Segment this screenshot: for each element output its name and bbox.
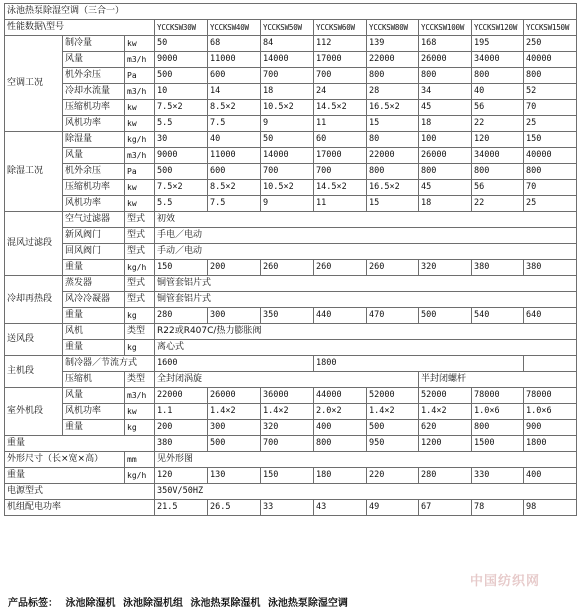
value-cell: 22 (472, 196, 524, 212)
item-label: 压缩机功率 (63, 100, 125, 116)
value-cell: 150 (524, 132, 577, 148)
value-cell: 34000 (472, 148, 524, 164)
value-cell: 2.0×2 (314, 404, 367, 420)
value-cell: 380 (155, 436, 208, 452)
tag-link[interactable]: 泳池除湿机组 (122, 598, 183, 609)
table-row (5, 36, 577, 52)
table-row (5, 148, 577, 164)
value-cell: 950 (367, 436, 419, 452)
value-cell: 195 (472, 36, 524, 52)
table-row (5, 452, 577, 468)
value-cell: 130 (208, 468, 261, 484)
value-cell: 260 (367, 260, 419, 276)
value-cell: 500 (155, 164, 208, 180)
value-cell: 620 (419, 420, 472, 436)
value-cell: 800 (419, 164, 472, 180)
value-cell: 56 (472, 100, 524, 116)
value-cell: 1.0×6 (472, 404, 524, 420)
group-label-ac: 空调工况 (5, 36, 63, 132)
title-row (5, 4, 577, 20)
item-label: 风机功率 (63, 404, 125, 420)
table-row (5, 260, 577, 276)
value-cell: 52 (524, 84, 577, 100)
value-cell: 800 (524, 164, 577, 180)
value-cell: 700 (261, 164, 314, 180)
table-row (5, 244, 577, 260)
value-cell: 180 (314, 468, 367, 484)
value-cell: 56 (472, 180, 524, 196)
value-cell: 1800 (524, 436, 577, 452)
value-cell: 78000 (524, 388, 577, 404)
spanned-value: 初效 (155, 212, 577, 228)
table-row (5, 100, 577, 116)
value-cell: 600 (208, 164, 261, 180)
value-cell: 78 (472, 500, 524, 516)
value-cell: 17000 (314, 52, 367, 68)
value-cell: 40 (208, 132, 261, 148)
value-cell: 1.0×6 (524, 404, 577, 420)
item-label: 风机功率 (63, 116, 125, 132)
value-cell: 33 (261, 500, 314, 516)
value-cell: 67 (419, 500, 472, 516)
unit-cell: kg (125, 308, 155, 324)
item-label: 风机 (63, 324, 125, 340)
value-cell: 220 (367, 468, 419, 484)
item-label: 压缩机功率 (63, 180, 125, 196)
value-cell: 200 (155, 420, 208, 436)
value-cell: 320 (419, 260, 472, 276)
value-cell: 280 (419, 468, 472, 484)
value-cell: 350 (261, 308, 314, 324)
spanned-value: 离心式 (155, 340, 577, 356)
unit-cell: m3/h (125, 388, 155, 404)
table-row (5, 420, 577, 436)
value-cell (524, 356, 577, 372)
item-label: 重量 (5, 468, 125, 484)
spanned-value: 350V/50HZ (155, 484, 577, 500)
value-cell: 25 (524, 116, 577, 132)
value-cell: 30 (155, 132, 208, 148)
value-cell: 26000 (419, 148, 472, 164)
value-cell: 120 (155, 468, 208, 484)
item-label: 重量 (5, 436, 155, 452)
site-watermark: 中国纺织网 (470, 574, 541, 589)
header-row (5, 20, 577, 36)
value-cell: 800 (472, 68, 524, 84)
unit-cell: 型式 (125, 228, 155, 244)
value-cell: 400 (314, 420, 367, 436)
value-cell: 440 (314, 308, 367, 324)
value-cell: 10 (155, 84, 208, 100)
unit-cell: kw (125, 36, 155, 52)
value-cell: 28 (367, 84, 419, 100)
value-cell: 700 (314, 68, 367, 84)
value-cell: 1.4×2 (367, 404, 419, 420)
unit-cell: kg/h (125, 260, 155, 276)
table-row (5, 340, 577, 356)
item-label: 重量 (63, 420, 125, 436)
model-cell: YCCKSW100W (419, 20, 472, 36)
spanned-value: 手电／电动 (155, 228, 577, 244)
value-cell: 16.5×2 (367, 180, 419, 196)
value-cell: 300 (208, 308, 261, 324)
value-cell: 9000 (155, 52, 208, 68)
table-row (5, 388, 577, 404)
group-label-supply: 送风段 (5, 324, 63, 356)
unit-cell: 类型 (125, 372, 155, 388)
value-cell: 500 (208, 436, 261, 452)
spanned-value: 手动／电动 (155, 244, 577, 260)
tag-link[interactable]: 泳池除湿机 (65, 598, 116, 609)
value-cell: 500 (419, 308, 472, 324)
unit-cell: 型式 (125, 292, 155, 308)
value-cell: 380 (524, 260, 577, 276)
value-cell: 60 (314, 132, 367, 148)
model-cell: YCCKSW50W (261, 20, 314, 36)
group-label-mixing: 混风过滤段 (5, 212, 63, 276)
table-row (5, 484, 577, 500)
value-cell: 10.5×2 (261, 100, 314, 116)
table-row (5, 196, 577, 212)
unit-cell: Pa (125, 68, 155, 84)
value-cell: 1.4×2 (419, 404, 472, 420)
value-cell: 7.5 (208, 116, 261, 132)
value-cell: 26000 (208, 388, 261, 404)
value-cell: 800 (367, 68, 419, 84)
value-cell: 22000 (155, 388, 208, 404)
product-tags (8, 594, 352, 609)
value-cell: 139 (367, 36, 419, 52)
value-cell: 7.5×2 (155, 100, 208, 116)
unit-cell: kw (125, 196, 155, 212)
header-label: 性能数据\型号 (5, 20, 155, 36)
value-cell: 44000 (314, 388, 367, 404)
value-cell: 14.5×2 (314, 180, 367, 196)
unit-cell: kw (125, 180, 155, 196)
value-cell: 40000 (524, 52, 577, 68)
table-row (5, 372, 577, 388)
value-cell: 640 (524, 308, 577, 324)
tag-link[interactable]: 泳池热泵除湿机 (190, 598, 261, 609)
item-label: 除湿量 (63, 132, 125, 148)
value-cell: 1.4×2 (261, 404, 314, 420)
item-label: 制冷器／节流方式 (63, 356, 155, 372)
unit-cell: kg/h (125, 132, 155, 148)
item-label: 电源型式 (5, 484, 155, 500)
tags-label: 产品标签： (8, 598, 58, 609)
table-row (5, 116, 577, 132)
value-cell: 40000 (524, 148, 577, 164)
value-cell: 22000 (367, 148, 419, 164)
value-cell: 300 (208, 420, 261, 436)
value-cell: 49 (367, 500, 419, 516)
value-cell: 700 (261, 68, 314, 84)
table-row (5, 228, 577, 244)
value-cell: 112 (314, 36, 367, 52)
item-label: 压缩机 (63, 372, 125, 388)
model-cell: YCCKSW120W (472, 20, 524, 36)
value-cell: 14000 (261, 148, 314, 164)
value-cell: 45 (419, 180, 472, 196)
unit-cell: Pa (125, 164, 155, 180)
value-cell: 14000 (261, 52, 314, 68)
item-label: 蒸发器 (63, 276, 125, 292)
item-label: 风冷冷凝器 (63, 292, 125, 308)
unit-cell: kw (125, 404, 155, 420)
unit-cell: mm (125, 452, 155, 468)
value-cell: 52000 (419, 388, 472, 404)
value-cell: 800 (419, 68, 472, 84)
item-label: 冷却水流量 (63, 84, 125, 100)
table-row (5, 292, 577, 308)
unit-cell: kw (125, 100, 155, 116)
table-row (5, 68, 577, 84)
unit-cell: kg/h (125, 468, 155, 484)
item-label: 风量 (63, 388, 125, 404)
item-label: 空气过滤器 (63, 212, 125, 228)
group-label-host: 主机段 (5, 356, 63, 388)
model-cell: YCCKSW150W (524, 20, 577, 36)
spanned-value: 1800 (314, 356, 524, 372)
value-cell: 80 (367, 132, 419, 148)
value-cell: 800 (472, 164, 524, 180)
item-label: 风机功率 (63, 196, 125, 212)
spanned-value: 铜管套铝片式 (155, 276, 577, 292)
value-cell: 700 (314, 164, 367, 180)
unit-cell: 型式 (125, 212, 155, 228)
spanned-value: 半封闭螺杆 (419, 372, 577, 388)
value-cell: 500 (155, 68, 208, 84)
value-cell: 18 (419, 196, 472, 212)
value-cell: 330 (472, 468, 524, 484)
value-cell: 700 (261, 436, 314, 452)
table-row (5, 308, 577, 324)
unit-cell: m3/h (125, 52, 155, 68)
unit-cell: kg (125, 340, 155, 356)
value-cell: 34000 (472, 52, 524, 68)
item-label: 回风阀门 (63, 244, 125, 260)
value-cell: 22000 (367, 52, 419, 68)
value-cell: 1.1 (155, 404, 208, 420)
value-cell: 11000 (208, 52, 261, 68)
table-row (5, 500, 577, 516)
unit-cell: m3/h (125, 148, 155, 164)
value-cell: 150 (261, 468, 314, 484)
value-cell: 84 (261, 36, 314, 52)
spanned-value: 见外形图 (155, 452, 577, 468)
value-cell: 150 (155, 260, 208, 276)
table-row (5, 52, 577, 68)
value-cell: 380 (472, 260, 524, 276)
value-cell: 5.5 (155, 116, 208, 132)
value-cell: 50 (261, 132, 314, 148)
value-cell: 45 (419, 100, 472, 116)
spanned-value: 铜管套铝片式 (155, 292, 577, 308)
value-cell: 5.5 (155, 196, 208, 212)
value-cell: 50 (155, 36, 208, 52)
value-cell: 120 (472, 132, 524, 148)
value-cell: 800 (472, 420, 524, 436)
item-label: 风量 (63, 52, 125, 68)
value-cell: 320 (261, 420, 314, 436)
value-cell: 18 (419, 116, 472, 132)
value-cell: 15 (367, 116, 419, 132)
table-row (5, 436, 577, 452)
value-cell: 250 (524, 36, 577, 52)
value-cell: 800 (367, 164, 419, 180)
group-label-outdoor: 室外机段 (5, 388, 63, 436)
value-cell: 800 (524, 68, 577, 84)
value-cell: 500 (367, 420, 419, 436)
table-row (5, 324, 577, 340)
value-cell: 52000 (367, 388, 419, 404)
value-cell: 7.5 (208, 196, 261, 212)
value-cell: 9000 (155, 148, 208, 164)
value-cell: 200 (208, 260, 261, 276)
spec-table (4, 3, 577, 516)
value-cell: 8.5×2 (208, 100, 261, 116)
spanned-value: R22或R407C/热力膨胀阀 (155, 324, 577, 340)
table-row (5, 84, 577, 100)
value-cell: 25 (524, 196, 577, 212)
value-cell: 16.5×2 (367, 100, 419, 116)
value-cell: 43 (314, 500, 367, 516)
item-label: 外形尺寸（长×宽×高） (5, 452, 125, 468)
table-row (5, 212, 577, 228)
spanned-value: 1600 (155, 356, 314, 372)
item-label: 新风阀门 (63, 228, 125, 244)
group-label-dehumidify: 除湿工况 (5, 132, 63, 212)
value-cell: 900 (524, 420, 577, 436)
model-cell: YCCKSW40W (208, 20, 261, 36)
value-cell: 7.5×2 (155, 180, 208, 196)
unit-cell: m3/h (125, 84, 155, 100)
value-cell: 78000 (472, 388, 524, 404)
value-cell: 800 (314, 436, 367, 452)
value-cell: 11 (314, 116, 367, 132)
value-cell: 26000 (419, 52, 472, 68)
item-label: 制冷量 (63, 36, 125, 52)
unit-cell: 型式 (125, 276, 155, 292)
table-row (5, 132, 577, 148)
unit-cell: kg (125, 420, 155, 436)
unit-cell: 类型 (125, 324, 155, 340)
value-cell: 9 (261, 116, 314, 132)
value-cell: 15 (367, 196, 419, 212)
value-cell: 11 (314, 196, 367, 212)
value-cell: 26.5 (208, 500, 261, 516)
value-cell: 540 (472, 308, 524, 324)
value-cell: 1200 (419, 436, 472, 452)
value-cell: 21.5 (155, 500, 208, 516)
table-row (5, 356, 577, 372)
group-label-cooling: 冷却再热段 (5, 276, 63, 324)
table-row (5, 404, 577, 420)
item-label: 重量 (63, 340, 125, 356)
value-cell: 1.4×2 (208, 404, 261, 420)
table-row (5, 180, 577, 196)
value-cell: 34 (419, 84, 472, 100)
value-cell: 280 (155, 308, 208, 324)
value-cell: 36000 (261, 388, 314, 404)
item-label: 重量 (63, 308, 125, 324)
value-cell: 470 (367, 308, 419, 324)
table-row (5, 468, 577, 484)
value-cell: 100 (419, 132, 472, 148)
table-row (5, 164, 577, 180)
value-cell: 1500 (472, 436, 524, 452)
value-cell: 10.5×2 (261, 180, 314, 196)
item-label: 机外余压 (63, 68, 125, 84)
item-label: 风量 (63, 148, 125, 164)
value-cell: 17000 (314, 148, 367, 164)
value-cell: 14 (208, 84, 261, 100)
item-label: 机组配电功率 (5, 500, 155, 516)
tag-link[interactable]: 泳池热泵除湿空调 (267, 598, 348, 609)
model-cell: YCCKSW80W (367, 20, 419, 36)
value-cell: 260 (314, 260, 367, 276)
value-cell: 168 (419, 36, 472, 52)
model-cell: YCCKSW60W (314, 20, 367, 36)
spanned-value: 全封闭涡旋 (155, 372, 419, 388)
value-cell: 8.5×2 (208, 180, 261, 196)
table-row (5, 276, 577, 292)
value-cell: 600 (208, 68, 261, 84)
value-cell: 260 (261, 260, 314, 276)
value-cell: 11000 (208, 148, 261, 164)
item-label: 重量 (63, 260, 125, 276)
value-cell: 98 (524, 500, 577, 516)
unit-cell: kw (125, 116, 155, 132)
value-cell: 9 (261, 196, 314, 212)
item-label: 机外余压 (63, 164, 125, 180)
value-cell: 24 (314, 84, 367, 100)
value-cell: 22 (472, 116, 524, 132)
value-cell: 40 (472, 84, 524, 100)
value-cell: 70 (524, 100, 577, 116)
value-cell: 18 (261, 84, 314, 100)
value-cell: 400 (524, 468, 577, 484)
value-cell: 68 (208, 36, 261, 52)
value-cell: 14.5×2 (314, 100, 367, 116)
model-cell: YCCKSW30W (155, 20, 208, 36)
unit-cell: 型式 (125, 244, 155, 260)
table-title: 泳池热泵除湿空调（三合一） (5, 4, 577, 20)
value-cell: 70 (524, 180, 577, 196)
